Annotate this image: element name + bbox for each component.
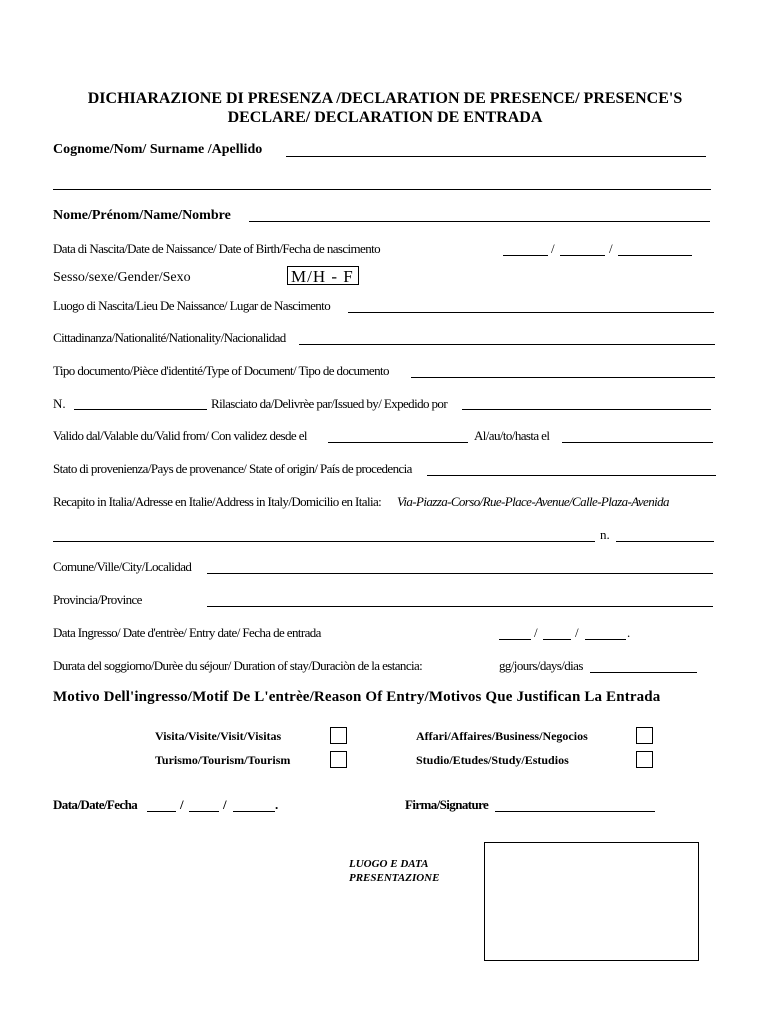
stay-duration-label: Durata del soggiorno/Durèe du séjour/ Duration of stay/Duraciòn de la estancia:	[53, 658, 423, 673]
origin-state-input-line[interactable]	[427, 475, 716, 476]
date-month-line[interactable]	[189, 811, 219, 812]
birthdate-month-line[interactable]	[560, 255, 605, 256]
citizenship-label: Cittadinanza/Nationalité/Nationality/Nacionalidad	[53, 330, 286, 345]
surname-label: Cognome/Nom/ Surname /Apellido	[53, 142, 263, 157]
origin-state-label: Stato di provenienza/Pays de provenance/ State of origin/ País de procedencia	[53, 461, 412, 476]
reason-study-checkbox[interactable]	[636, 751, 653, 768]
birthplace-input-line[interactable]	[348, 312, 714, 313]
reason-tourism-label: Turismo/Tourism/Tourism	[155, 753, 291, 767]
reason-tourism-checkbox[interactable]	[330, 751, 347, 768]
entry-date-year-line[interactable]	[585, 639, 626, 640]
sex-value-box[interactable]: M/H - F	[287, 266, 359, 285]
signature-input-line[interactable]	[495, 811, 655, 812]
signature-label: Firma/Signature	[405, 797, 489, 812]
city-input-line[interactable]	[207, 573, 713, 574]
province-label: Provincia/Province	[53, 592, 142, 607]
valid-from-input-line[interactable]	[328, 442, 468, 443]
name-input-line[interactable]	[249, 221, 710, 222]
street-number-label: n.	[600, 527, 610, 542]
street-number-input-line[interactable]	[616, 541, 714, 542]
entry-date-month-line[interactable]	[543, 639, 571, 640]
document-number-input-line[interactable]	[74, 409, 207, 410]
city-label: Comune/Ville/City/Localidad	[53, 559, 192, 574]
birthdate-slash-2: /	[609, 241, 613, 256]
date-slash-2: /	[223, 797, 227, 812]
surname-continuation-line[interactable]	[53, 189, 711, 190]
document-type-input-line[interactable]	[411, 377, 715, 378]
document-number-label: N.	[53, 396, 66, 411]
entry-date-dot: .	[627, 625, 630, 640]
name-label: Nome/Prénom/Name/Nombre	[53, 208, 231, 223]
stay-duration-units: gg/jours/days/dias	[499, 658, 583, 673]
reason-business-checkbox[interactable]	[636, 727, 653, 744]
stamp-box[interactable]	[484, 842, 699, 961]
entry-date-slash-1: /	[534, 625, 538, 640]
entry-date-slash-2: /	[575, 625, 579, 640]
address-hint: Via-Piazza-Corso/Rue-Place-Avenue/Calle-Plaza-Avenida	[397, 494, 669, 509]
stay-duration-input-line[interactable]	[590, 672, 697, 673]
birthdate-slash-1: /	[551, 241, 555, 256]
address-input-line[interactable]	[53, 541, 595, 542]
date-dot: .	[275, 797, 279, 812]
birthplace-label: Luogo di Nascita/Lieu De Naissance/ Lugar de Nascimento	[53, 298, 331, 313]
reason-heading: Motivo Dell'ingresso/Motif De L'entrèe/Reason Of Entry/Motivos Que Justifican La Entrada	[53, 689, 661, 705]
entry-date-label: Data Ingresso/ Date d'entrèe/ Entry date/ Fecha de entrada	[53, 625, 321, 640]
date-day-line[interactable]	[147, 811, 176, 812]
place-date-label-line-2: PRESENTAZIONE	[349, 872, 440, 884]
reason-visit-label: Visita/Visite/Visit/Visitas	[155, 729, 282, 743]
valid-to-input-line[interactable]	[562, 442, 713, 443]
reason-business-label: Affari/Affaires/Business/Negocios	[416, 729, 588, 743]
birthdate-year-line[interactable]	[618, 255, 692, 256]
valid-to-label: Al/au/to/hasta el	[474, 428, 550, 443]
valid-from-label: Valido dal/Valable du/Valid from/ Con validez desde el	[53, 428, 307, 443]
issued-by-input-line[interactable]	[462, 409, 711, 410]
sex-label: Sesso/sexe/Gender/Sexo	[53, 270, 191, 285]
birthdate-day-line[interactable]	[503, 255, 548, 256]
form-title-line-1: DICHIARAZIONE DI PRESENZA /DECLARATION DE PRESENCE/ PRESENCE'S	[87, 90, 683, 107]
date-label: Data/Date/Fecha	[53, 797, 138, 812]
citizenship-input-line[interactable]	[299, 344, 715, 345]
date-year-line[interactable]	[233, 811, 275, 812]
address-label: Recapito in Italia/Adresse en Italie/Address in Italy/Domicilio en Italia:	[53, 494, 382, 509]
entry-date-day-line[interactable]	[499, 639, 531, 640]
surname-input-line[interactable]	[286, 156, 706, 157]
birthdate-label: Data di Nascita/Date de Naissance/ Date of Birth/Fecha de nascimento	[53, 241, 381, 256]
place-date-label-line-1: LUOGO E DATA	[349, 858, 429, 870]
province-input-line[interactable]	[207, 606, 713, 607]
reason-study-label: Studio/Etudes/Study/Estudios	[416, 753, 569, 767]
reason-visit-checkbox[interactable]	[330, 727, 347, 744]
issued-by-label: Rilasciato da/Delivrèe par/Issued by/ Expedido por	[211, 396, 448, 411]
date-slash-1: /	[180, 797, 184, 812]
document-type-label: Tipo documento/Pièce d'identité/Type of Document/ Tipo de documento	[53, 363, 389, 378]
form-title-line-2: DECLARE/ DECLARATION DE ENTRADA	[227, 109, 543, 126]
